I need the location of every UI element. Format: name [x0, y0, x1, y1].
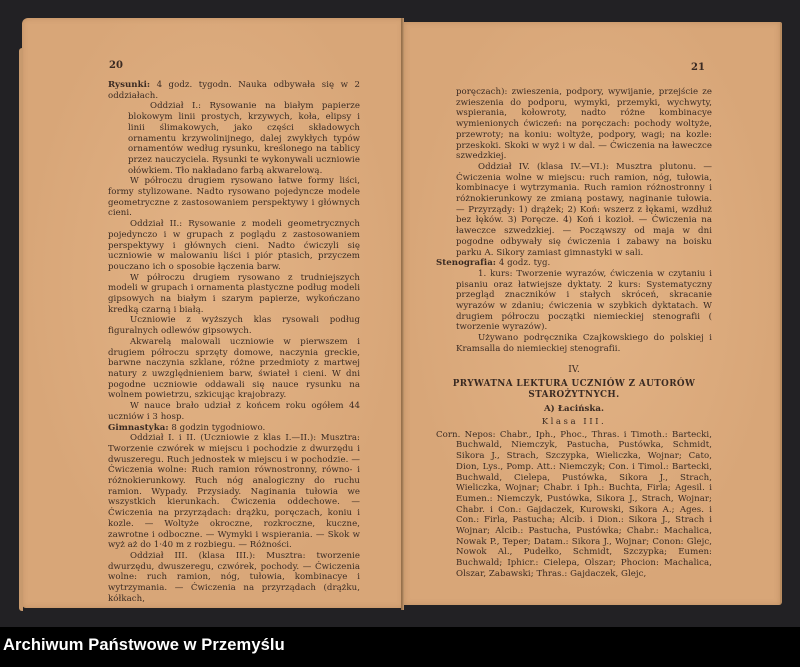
section-number: IV.	[568, 364, 580, 375]
archive-caption: Archiwum Państwowe w Przemyślu	[3, 636, 285, 654]
left-page-text	[108, 80, 360, 604]
page-number-right: 21	[691, 62, 705, 73]
gimnastyka-oddzial-3: Oddział III. (klasa III.): Musztra: tworzenie dwurzędu, dwuszeregu, czwórek, pochody. — Ćwiczenia wolne: ruch ramion, nóg, tułowia, kombinacye i wytrzymania. — Ćwiczenia na przyrządach (drążku, kółkach,	[108, 550, 360, 604]
page-number-left: 20	[109, 60, 123, 71]
book-spine	[401, 18, 404, 610]
gimnastyka-oddzial-4: Oddział IV. (klasa IV.—VI.): Musztra plutonu. — Ćwiczenia wolne w miejscu: ruch ramion, nóg, tułowia, kombinacye i wytrzymania. Ruch ramion różnostronny i różnokierunkowy ze zmianą postawy, naginanie tułowia. — Przyrządy: 1) drążek; 2) Koń: wszerz z łękami, wzdłuż bez łęków. 3) Poręcze. 4) Koń i kozioł. — Ćwiczenia na ławeczce szwedzkiej. — Począwszy od maja w dni pogodne odbywały się ćwiczenia i zabawy na boisku parku A. Sikory zamiast gimnastyki w sali.	[456, 161, 712, 258]
stenografia-courses: 1. kurs: Tworzenie wyrazów, ćwiczenia w czytaniu i pisaniu oraz łatwiejsze dyktaty. 2 kurs: Systematyczny przegląd znaczników i stałych skróceń, skracanie wyrazów w zdaniu; ćwiczenia w szybkich dyktatach. W drugiem półroczu początki niemieckiej stenografii ( tworzenie wyrazów).	[456, 268, 712, 333]
rysunki-semester-2-oddzial-2: W półroczu drugiem rysowano z trudniejszych modeli w grupach i ornamenta plastyczne podług modeli gipsowych na białym i szarym papierze, wykończano kredką czarną i białą.	[108, 272, 360, 315]
gimnastyka-label: Gimnastyka:	[108, 422, 169, 433]
gimnastyka-continuation: poręczach): zwieszenia, podpory, wywijanie, przejście ze zwieszenia do podporu, wymyki, przemyki, wychwyty, wspierania, kołowroty, nadto różne kombinacye wymienionych ćwiczeń: na poręczach: pochody woltyże, przewroty; na koniu: woltyże, podpory, wagi; na kozle: przeskoki. Skoki w wyż i w dal. — Ćwiczenia na ławeczce szwedzkiej.	[456, 87, 712, 162]
right-page-text	[436, 87, 712, 580]
rysunki-intro: 4 godz. tygodn. Nauka odbywała się w 2 oddziałach.	[108, 80, 360, 101]
rysunki-oddzial-2: Oddział II.: Rysowanie z modeli geometrycznych pojedynczo i w grupach z poglądu z zastosowaniem perspektywy i głównych cieni. Nadto ćwiczyli się uczniowie w malowaniu liści i piór ptasich, przyczem pouczano ich o sposobie łączenia barw.	[108, 219, 360, 272]
reading-list-entry: Corn. Nepos: Chabr., Iph., Phoc., Thras. i Timoth.: Bartecki, Buchwald, Niemczyk, Pastucha, Pustówka, Schmidt, Sikora J., Strach, Szczypka, Wieliczka, Wojnar; Cato, Dion, Lys., Pomp. Att.: Niemczyk; Con. i Timol.: Bartecki, Buchwald, Cielepa, Pustówka, Sikora J., Strach, Wieliczka, Wojnar; Chabr. i Iph.: Buchta, Firla; Agesil. i Eumen.: Niemczyk, Pustówka, Sikora J., Strach, Wojnar; Chabr. i Con.: Gajdaczek, Kurowski, Sikora A.; Ages. i Con.: Firla, Pastucha; Alcib. i Dion.: Sikora J., Strach i Wojnar; Alcib.: Pastucha, Pustówka; Chabr.: Machalica, Nowak P., Teper; Datam.: Sikora J., Wojnar; Conon: Glejc, Nowok Al., Pudełko, Schmidt, Szczypka; Eumen: Buchwald; Iphicr.: Cielepa, Olszar; Phocion: Machalica, Olszar, Zabawski; Thras.: Gajdaczek, Glejc,	[436, 429, 712, 579]
rysunki-oddzial-1: Oddział I.: Rysowanie na białym papierze blokowym linii prostych, krzywych, koła, elipsy i linii ślimakowych, jako części składowych ornamentu krzywolinijnego, dalej zwykłych typów ornamentów według rysunku, kreślonego na tablicy przez nauczyciela. Rysunki te wykonywali uczniowie ołówkiem. Tło nakładano farbą akwarelową.	[128, 101, 360, 176]
rysunki-watercolor: Akwarelą malowali uczniowie w pierwszem i drugiem półroczu sprzęty domowe, naczynia greckie, barwne naczynia szklane, różne przedmioty z martwej natury z uwzględnieniem barw, świateł i cieni. W dni pogodne uczniowie oddawali się nauce rysunku na wolnem powietrzu, szkicując krajobrazy.	[108, 336, 360, 401]
rysunki-higher-classes: Uczniowie z wyższych klas rysowali podług figuralnych odlewów gipsowych.	[108, 315, 360, 337]
class-heading: Klasa III.	[541, 416, 607, 427]
gimnastyka-heading-paragraph	[108, 423, 360, 434]
rysunki-semester-2: W półroczu drugiem rysowano łatwe formy liści, formy stylizowane. Nadto rysowano pojedyncze modele geometryczne z zastosowaniem perspektywy i głównych cieni.	[108, 176, 360, 219]
gimnastyka-intro: 8 godzin tygodniowo.	[168, 422, 266, 433]
caption-bar	[0, 627, 800, 667]
rysunki-label: Rysunki:	[108, 80, 151, 90]
stenografia-intro: 4 godz. tyg.	[496, 258, 551, 269]
section-title: PRYWATNA LEKTURA UCZNIÓW Z AUTORÓW STAROŻYTNYCH.	[452, 379, 696, 401]
gimnastyka-oddzial-1-2: Oddział I. i II. (Uczniowie z klas I.—II.): Musztra: Tworzenie czwórek w miejscu i pochodzie z dwurzędu i dwuszeregu. Ruch jednostek w miejscu i w pochodzie. — Ćwiczenia wolne: Ruch ramion równostronny, równo- i różnokierunkowy. Ruch nóg analogiczny do ruchu ramion. Wypady. Przysiady. Naginania tułowia we wszystkich kierunkach. Ćwiczenia oddechowe. — Ćwiczenia na przyrządach: drążku, poręczach, koniu i kozle. — Woltyże okroczne, rozkroczne, kuczne, zawrotne i odboczne. — Wymyki i wspierania. — Skok w wyż aż do 1·40 m z rozbiegu. — Różności.	[108, 433, 360, 551]
stenografia-label: Stenografia:	[436, 258, 497, 269]
subsection-title: A) Łacińska.	[543, 404, 605, 415]
rysunki-heading-paragraph	[108, 80, 360, 101]
stenografia-textbooks: Używano podręcznika Czajkowskiego do polskiej i Kramsalla do niemieckiej stenografii.	[456, 333, 712, 354]
stenografia-heading-paragraph	[436, 258, 712, 269]
rysunki-attendance: W nauce brało udział z końcem roku ogółem 44 uczniów i 3 hosp.	[108, 401, 360, 422]
